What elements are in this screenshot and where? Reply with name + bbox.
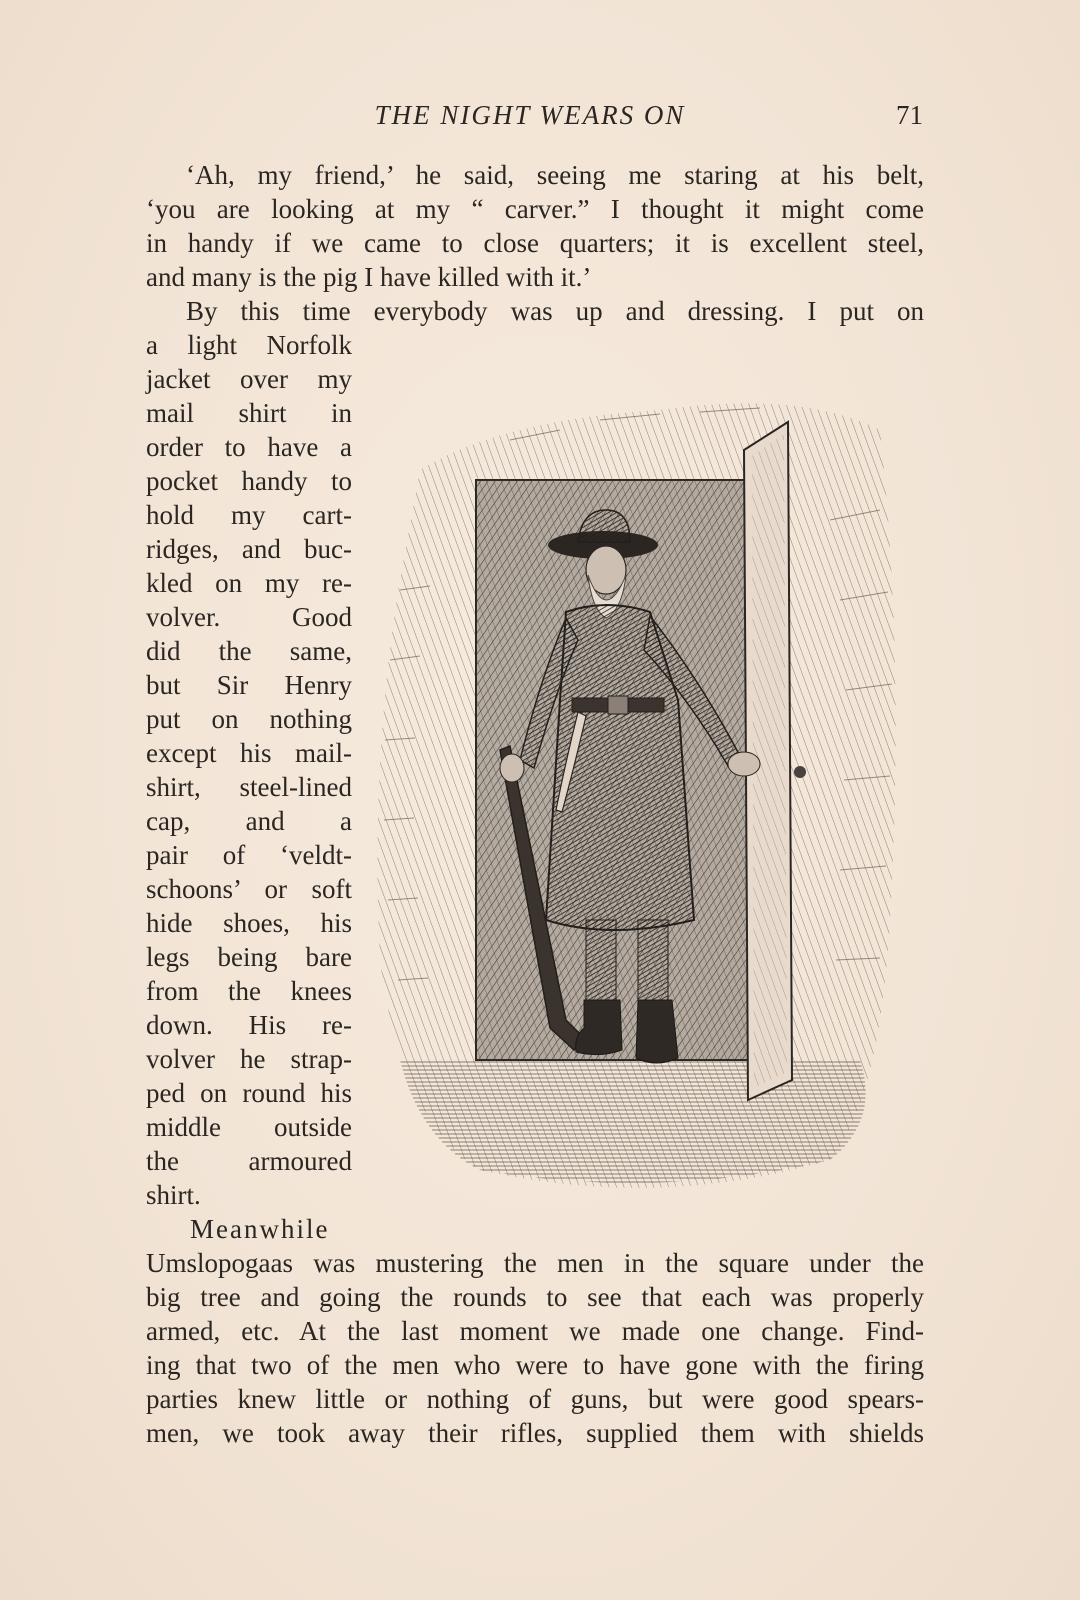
text-line: hide shoes, his — [146, 908, 352, 938]
door-knob — [794, 766, 806, 778]
text-line: armed, etc. At the last moment we made one change. Find- — [146, 1316, 924, 1346]
text-line: except his mail- — [146, 738, 352, 768]
text-line: ‘you are looking at my “ carver.” I thought it might come — [146, 194, 924, 224]
text-line: the armoured — [146, 1146, 352, 1176]
text-line: Umslopogaas was mustering the men in the square under the — [146, 1248, 924, 1278]
text-line: hold my cart- — [146, 500, 352, 530]
text-line: schoons’ or soft — [146, 874, 352, 904]
text-line: and many is the pig I have killed with it.’ — [146, 262, 592, 292]
text-line: ‘Ah, my friend,’ he said, seeing me staring at his belt, — [186, 160, 924, 190]
text-line: ridges, and buc- — [146, 534, 352, 564]
text-line: parties knew little or nothing of guns, but were good spears- — [146, 1384, 924, 1414]
text-line: down. His re- — [146, 1010, 352, 1040]
text-line: middle outside — [146, 1112, 352, 1142]
floor — [400, 1060, 866, 1183]
text-line: Meanwhile — [190, 1214, 330, 1244]
text-line: volver he strap- — [146, 1044, 352, 1074]
text-line: ing that two of the men who were to have gone with the firing — [146, 1350, 924, 1380]
page-number: 71 — [896, 100, 923, 130]
text-line: legs being bare — [146, 942, 352, 972]
running-head — [0, 100, 1080, 140]
text-line: but Sir Henry — [146, 670, 352, 700]
text-line: big tree and going the rounds to see that each was properly — [146, 1282, 924, 1312]
right-boot — [636, 1000, 678, 1063]
right-hand — [728, 752, 760, 776]
text-line: pocket handy to — [146, 466, 352, 496]
illustration-man-in-doorway — [360, 360, 920, 1220]
text-line: shirt, steel-lined — [146, 772, 352, 802]
text-line: ped on round his — [146, 1078, 352, 1108]
text-line: in handy if we came to close quarters; it is excellent steel, — [146, 228, 924, 258]
left-hand — [500, 754, 524, 782]
text-line: shirt. — [146, 1180, 201, 1210]
text-line: By this time everybody was up and dressing. I put on — [186, 296, 924, 326]
running-title: THE NIGHT WEARS ON — [374, 100, 686, 130]
right-leg — [638, 920, 668, 1010]
text-line: from the knees — [146, 976, 352, 1006]
text-line: cap, and a — [146, 806, 352, 836]
text-line: kled on my re- — [146, 568, 352, 598]
text-line: put on nothing — [146, 704, 352, 734]
text-line: men, we took away their rifles, supplied them with shields — [146, 1418, 924, 1448]
text-line: a light Norfolk — [146, 330, 352, 360]
text-line: did the same, — [146, 636, 352, 666]
text-line: order to have a — [146, 432, 352, 462]
left-leg — [586, 920, 616, 1010]
text-line: mail shirt in — [146, 398, 352, 428]
text-line: pair of ‘veldt- — [146, 840, 352, 870]
text-line: volver. Good — [146, 602, 352, 632]
text-line: jacket over my — [146, 364, 352, 394]
